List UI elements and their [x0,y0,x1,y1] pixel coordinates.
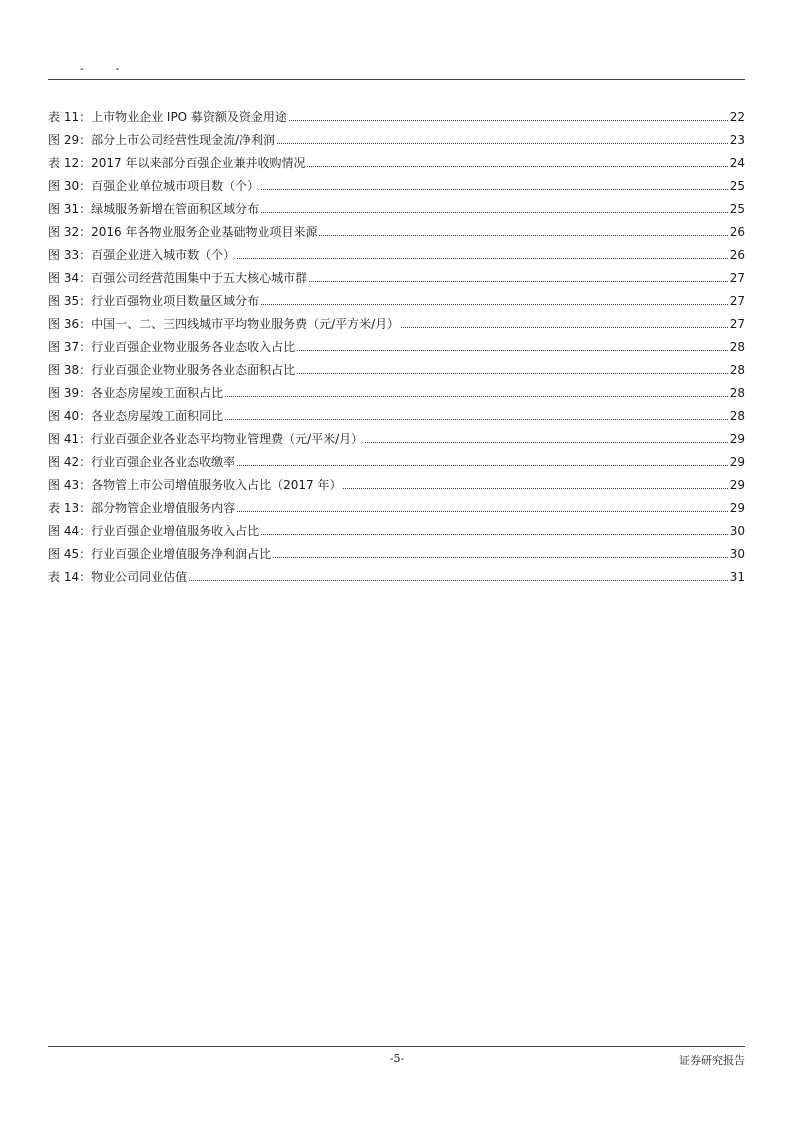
toc-entry[interactable] [48,102,745,125]
toc-entry-page[interactable]: 24 [729,156,745,170]
toc-entry[interactable] [48,378,745,401]
toc-dot-leader [225,396,728,397]
toc-entry-page[interactable]: 27 [729,294,745,308]
toc-entry[interactable] [48,355,745,378]
toc-entry[interactable] [48,194,745,217]
toc-entry-page[interactable]: 28 [729,386,745,400]
toc-entry-title[interactable]: 表 13：部分物管企业增值服务内容 [48,501,236,515]
toc-entry[interactable] [48,424,745,447]
toc-entry-title[interactable]: 图 36：中国一、二、三四线城市平均物业服务费（元/平方米/月） [48,317,400,331]
toc-entry-title[interactable]: 图 34：百强公司经营范围集中于五大核心城市群 [48,271,308,285]
toc-entry-title[interactable]: 图 40：各业态房屋竣工面积同比 [48,409,224,423]
toc-entry[interactable] [48,263,745,286]
toc-entry-page[interactable]: 26 [729,225,745,239]
toc-entry[interactable] [48,217,745,240]
toc-dot-leader [289,120,728,121]
toc-entry-page[interactable]: 28 [729,409,745,423]
toc-entry[interactable] [48,286,745,309]
toc-entry-page[interactable]: 25 [729,202,745,216]
toc-entry-title[interactable]: 图 30：百强企业单位城市项目数（个） [48,179,260,193]
toc-entry-page[interactable]: 26 [729,248,745,262]
toc-dot-leader [401,327,728,328]
toc-entry[interactable] [48,125,745,148]
page-number: -5- [389,1052,405,1065]
toc-entry-page[interactable]: 28 [729,363,745,377]
toc-entry-page[interactable]: 27 [729,317,745,331]
toc-entry-title[interactable]: 图 42：行业百强企业各业态收缴率 [48,455,236,469]
toc-entry[interactable] [48,401,745,424]
toc-entry-page[interactable]: 31 [729,570,745,584]
toc-dot-leader [237,258,728,259]
header-rule [48,79,745,80]
toc-entry-title[interactable]: 图 39：各业态房屋竣工面积占比 [48,386,224,400]
toc-entry-page[interactable]: 29 [729,501,745,515]
toc-entry-title[interactable]: 图 44：行业百强企业增值服务收入占比 [48,524,260,538]
toc-dot-leader [273,557,728,558]
toc-entry-title[interactable]: 图 43：各物管上市公司增值服务收入占比（2017 年） [48,478,342,492]
toc-dot-leader [261,189,728,190]
toc-entry-page[interactable]: 23 [729,133,745,147]
toc-entry-page[interactable]: 30 [729,547,745,561]
toc-dot-leader [189,580,728,581]
toc-entry[interactable] [48,562,745,585]
toc-entry[interactable] [48,148,745,171]
toc-entry-title[interactable]: 图 35：行业百强物业项目数量区域分布 [48,294,260,308]
toc-entry-page[interactable]: 29 [729,478,745,492]
toc-dot-leader [277,143,728,144]
table-of-contents [48,102,745,585]
toc-entry-title[interactable]: 图 29：部分上市公司经营性现金流/净利润 [48,133,276,147]
toc-dot-leader [225,419,728,420]
toc-dot-leader [237,511,728,512]
toc-entry[interactable] [48,493,745,516]
toc-dot-leader [261,534,728,535]
toc-dot-leader [261,304,728,305]
toc-dot-leader [237,465,728,466]
toc-entry[interactable] [48,539,745,562]
toc-entry-page[interactable]: 28 [729,340,745,354]
toc-dot-leader [343,488,727,489]
toc-entry-page[interactable]: 22 [729,110,745,124]
toc-entry-title[interactable]: 表 11：上市物业企业 IPO 募资额及资金用途 [48,110,287,124]
footer-report-label: 证券研究报告 [679,1054,745,1067]
toc-dot-leader [307,166,727,167]
toc-entry-title[interactable]: 图 38：行业百强企业物业服务各业态面积占比 [48,363,296,377]
header-mark: - - [80,62,134,75]
toc-entry[interactable] [48,516,745,539]
toc-dot-leader [309,281,728,282]
footer-rule [48,1046,745,1047]
toc-entry-title[interactable]: 图 32：2016 年各物业服务企业基础物业项目来源 [48,225,318,239]
toc-dot-leader [365,442,728,443]
toc-entry-title[interactable]: 表 14：物业公司同业估值 [48,570,188,584]
toc-entry[interactable] [48,309,745,332]
toc-entry-page[interactable]: 25 [729,179,745,193]
toc-entry-page[interactable]: 30 [729,524,745,538]
toc-entry-title[interactable]: 图 33：百强企业进入城市数（个） [48,248,236,262]
toc-entry[interactable] [48,332,745,355]
toc-entry-title[interactable]: 图 31：绿城服务新增在管面积区域分布 [48,202,260,216]
toc-entry-page[interactable]: 27 [729,271,745,285]
toc-entry[interactable] [48,447,745,470]
toc-entry-title[interactable]: 图 37：行业百强企业物业服务各业态收入占比 [48,340,296,354]
toc-entry-page[interactable]: 29 [729,432,745,446]
toc-dot-leader [297,350,728,351]
toc-entry-title[interactable]: 表 12：2017 年以来部分百强企业兼并收购情况 [48,156,306,170]
toc-entry[interactable] [48,240,745,263]
toc-entry-page[interactable]: 29 [729,455,745,469]
toc-dot-leader [319,235,727,236]
toc-entry-title[interactable]: 图 45：行业百强企业增值服务净利润占比 [48,547,272,561]
toc-dot-leader [297,373,728,374]
toc-entry[interactable] [48,470,745,493]
toc-entry[interactable] [48,171,745,194]
toc-entry-title[interactable]: 图 41：行业百强企业各业态平均物业管理费（元/平米/月） [48,432,364,446]
toc-dot-leader [261,212,728,213]
